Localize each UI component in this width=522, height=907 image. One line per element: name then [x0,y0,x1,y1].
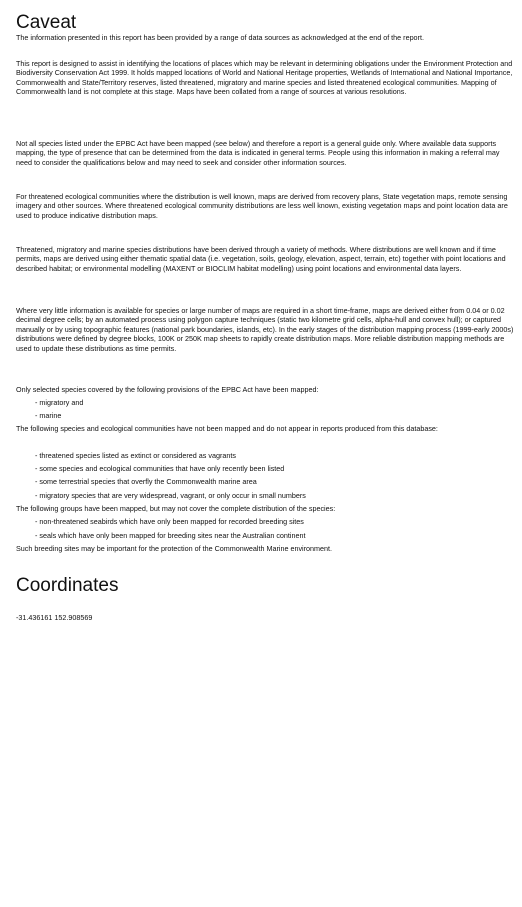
partial-item: - seals which have only been mapped for breeding sites near the Australian continent [35,531,306,540]
not-mapped-item: - some terrestrial species that overfly the Commonwealth marine area [35,477,257,486]
caveat-intro: The information presented in this report has been provided by a range of data sources as acknowledged at the end of the report. [16,33,424,42]
coordinates-heading: Coordinates [16,575,119,596]
caveat-paragraph-1: This report is designed to assist in identifying the locations of places which may be relevant in determining obligations under the Environment Protection and Biodiversity Conservation Act 1999. It holds mapped locations of World and National Heritage properties, Wetlands of International and National Importance, Commonwealth and State/Territory reserves, listed threatened, migratory and marine species and listed threatened ecological communities. Mapping of Commonwealth land is not complete at this stage. Maps have been collated from a range of sources at various resolutions. [16,59,513,97]
partial-intro: The following groups have been mapped, but may not cover the complete distribution of the species: [16,504,336,513]
caveat-paragraph-3: For threatened ecological communities where the distribution is well known, maps are derived from recovery plans, State vegetation maps, remote sensing imagery and other sources. Where threatened ecological community distributions are less well known, existing vegetation maps and point location data are used to produce indicative distribution maps. [16,192,508,220]
mapped-intro: Only selected species covered by the following provisions of the EPBC Act have been mapped: [16,385,319,394]
mapped-item: - marine [35,411,62,420]
not-mapped-intro: The following species and ecological communities have not been mapped and do not appear in reports produced from this database: [16,424,438,433]
coordinates-value: -31.436161 152.908569 [16,613,93,622]
partial-item: - non-threatened seabirds which have only been mapped for recorded breeding sites [35,517,304,526]
caveat-paragraph-5: Where very little information is available for species or large number of maps are required in a short time-frame, maps are derived either from 0.04 or 0.02 decimal degree cells; by an automated process using polygon capture techniques (static two kilometre grid cells, alpha-hull and convex hull); or captured manually or by using topographic features (national park boundaries, islands, etc). In the early stages of the distribution mapping process (1999-early 2000s) distributions were defined by degree blocks, 100K or 250K map sheets to rapidly create distribution maps. More reliable distribution mapping methods are used to update these distributions as time permits. [16,306,514,353]
caveat-heading: Caveat [16,12,77,33]
caveat-paragraph-4: Threatened, migratory and marine species distributions have been derived through a variety of methods. Where distributions are well known and if time permits, maps are derived using either thematic spatial data (i.e. vegetation, soils, geology, elevation, aspect, terrain, etc) together with point locations and described habitat; or environmental modelling (MAXENT or BIOCLIM habitat modelling) using point locations and environmental data layers. [16,245,506,273]
not-mapped-item: - threatened species listed as extinct or considered as vagrants [35,451,236,460]
closing-note: Such breeding sites may be important for the protection of the Commonwealth Marine environment. [16,544,333,553]
mapped-item: - migratory and [35,398,84,407]
not-mapped-item: - some species and ecological communities that have only recently been listed [35,464,285,473]
not-mapped-item: - migratory species that are very widespread, vagrant, or only occur in small numbers [35,491,306,500]
caveat-paragraph-2: Not all species listed under the EPBC Act have been mapped (see below) and therefore a report is a general guide only. Where available data supports mapping, the type of presence that can be determined from the data is indicated in general terms. People using this information in making a referral may need to consider the qualifications below and may need to seek and consider other information sources. [16,139,500,167]
